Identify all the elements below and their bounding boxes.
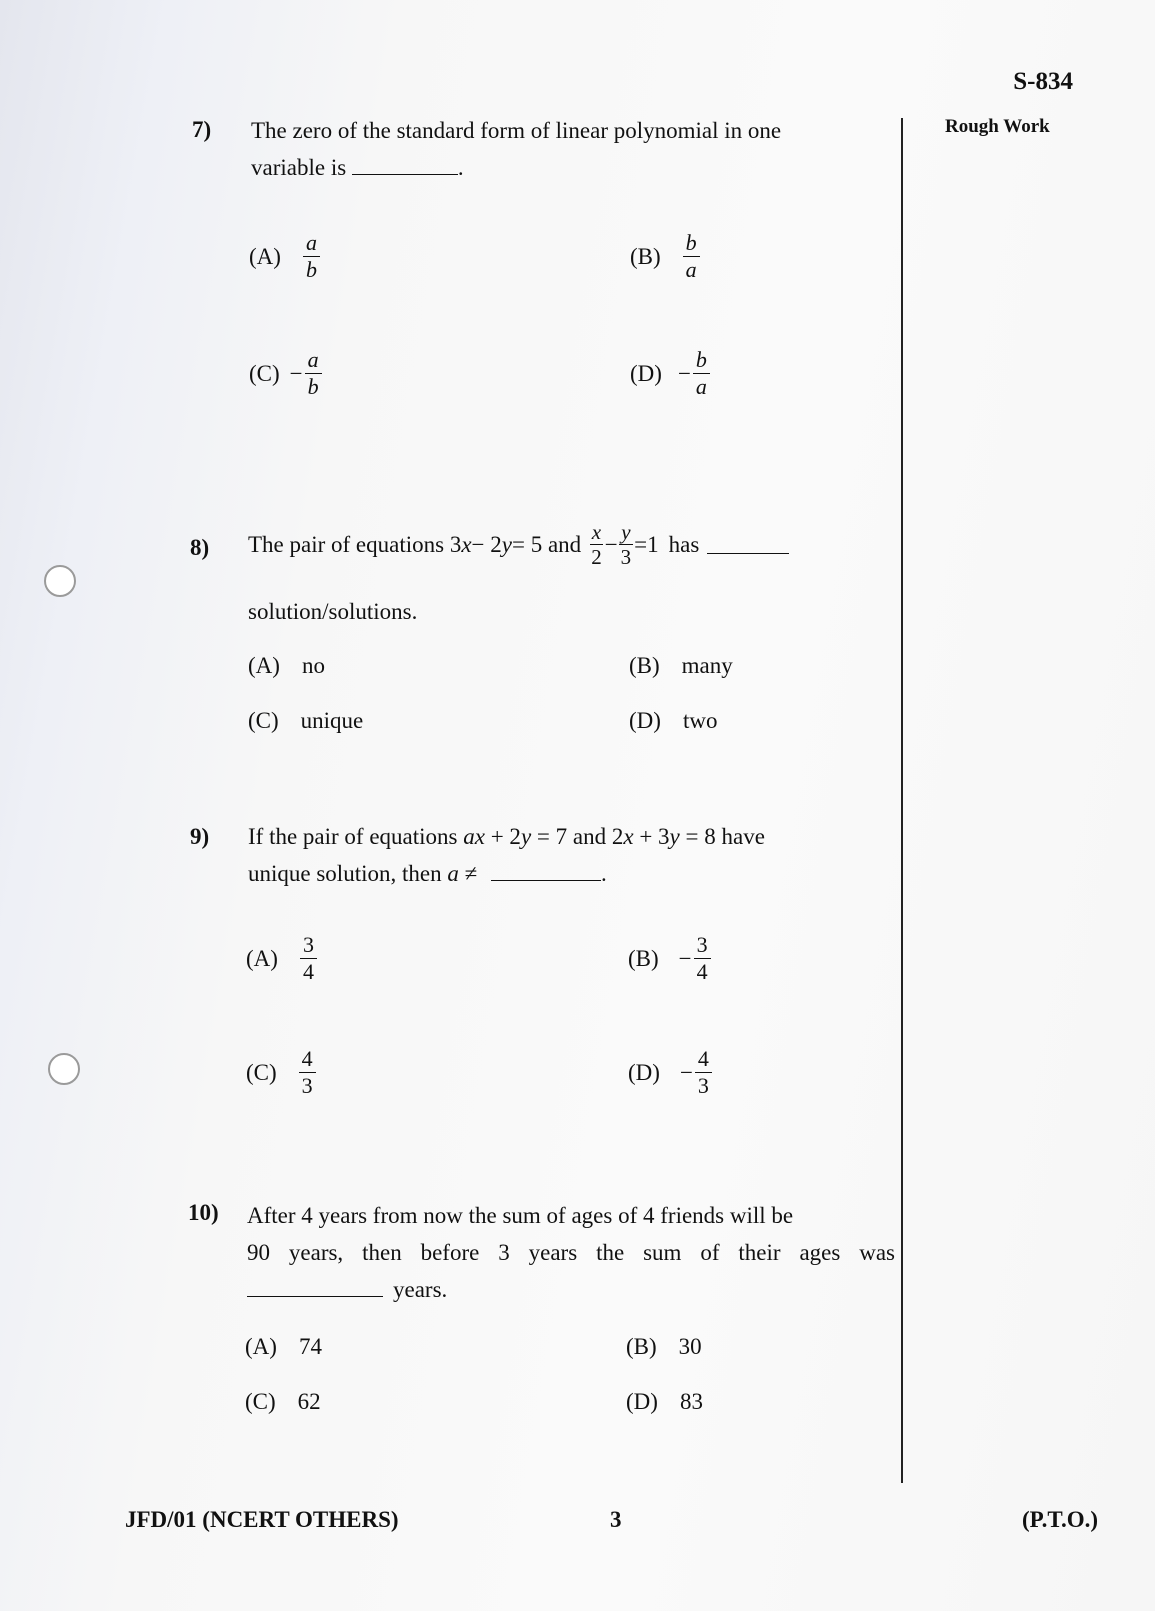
question-10-line-3: years. <box>247 1271 895 1308</box>
fraction: $\frac{a}{b}$ <box>303 230 320 283</box>
please-turn-over: (P.T.O.) <box>1021 1507 1098 1532</box>
fraction: $\frac{4}{3}$ <box>695 1046 712 1099</box>
question-10-line-1: After 4 years from now the sum of ages of 4 friends will be <box>247 1203 794 1228</box>
question-10-option-d: (D) 83 <box>626 1389 703 1414</box>
question-10-number: 10) <box>188 1200 219 1225</box>
fraction-y-over-3: $\frac{y}{3}$ <box>620 520 632 569</box>
question-7-option-b: (B) $\frac{b}{a}$ <box>630 230 700 283</box>
question-9-option-c: (C) $\frac{4}{3}$ <box>246 1046 316 1099</box>
question-10-line-2: 90 years, then before 3 years the sum of their ages was <box>247 1240 895 1265</box>
question-10-option-c: (C) 62 <box>245 1389 321 1414</box>
fraction: $\frac{b}{a}$ <box>683 230 700 283</box>
question-8-option-a: (A) no <box>248 653 325 678</box>
question-7-line-2: variable is . <box>251 155 464 180</box>
question-9-line-2: unique solution, then a ≠ . <box>248 861 607 886</box>
question-9-option-b: (B) − $\frac{3}{4}$ <box>628 932 711 985</box>
rough-work-label: Rough Work <box>945 116 1050 137</box>
question-8-option-c: (C) unique <box>248 708 364 733</box>
fraction: $\frac{3}{4}$ <box>694 932 711 985</box>
paper-code: S-834 <box>1013 68 1073 95</box>
question-9-number: 9) <box>190 824 210 849</box>
fraction-x-over-2: $\frac{x}{2}$ <box>591 520 602 569</box>
answer-blank <box>707 553 789 554</box>
page-number: 3 <box>610 1507 622 1532</box>
question-7-option-a: (A) $\frac{a}{b}$ <box>249 230 320 283</box>
question-7-option-c: (C) − $\frac{a}{b}$ <box>249 347 322 400</box>
answer-blank <box>491 880 601 881</box>
question-10-option-b: (B) 30 <box>626 1334 702 1359</box>
rough-work-divider <box>901 118 903 1483</box>
question-10-text <box>247 1197 895 1308</box>
question-7-line-1: The zero of the standard form of linear polynomial in one <box>251 118 782 143</box>
answer-blank <box>352 174 458 175</box>
question-8-line-1: The pair of equations 3 x − 2 y = 5 and $\frac{x}{2}$ − $\frac{y}{3}$ =1 has <box>248 520 898 569</box>
punch-hole-bottom <box>48 1053 80 1085</box>
question-9-option-a: (A) $\frac{3}{4}$ <box>246 932 317 985</box>
footer-paper-id: JFD/01 (NCERT OTHERS) <box>125 1507 399 1532</box>
question-7-number: 7) <box>192 117 212 142</box>
question-8-option-b: (B) many <box>629 653 733 678</box>
fraction: $\frac{b}{a}$ <box>693 347 710 400</box>
question-9-text <box>248 818 896 892</box>
question-9-option-d: (D) − $\frac{4}{3}$ <box>628 1046 712 1099</box>
punch-hole-top <box>44 565 76 597</box>
fraction: $\frac{3}{4}$ <box>300 932 317 985</box>
question-7-text <box>251 112 896 186</box>
question-8-number: 8) <box>190 535 210 560</box>
fraction: $\frac{a}{b}$ <box>305 347 322 400</box>
fraction: $\frac{4}{3}$ <box>299 1046 316 1099</box>
question-8-line-2: solution/solutions. <box>248 599 418 624</box>
question-9-line-1: If the pair of equations ax + 2y = 7 and 2x + 3y = 8 have <box>248 824 765 849</box>
question-10-option-a: (A) 74 <box>245 1334 322 1359</box>
answer-blank <box>247 1296 383 1297</box>
question-7-option-d: (D) − $\frac{b}{a}$ <box>630 347 710 400</box>
question-8-option-d: (D) two <box>629 708 718 733</box>
